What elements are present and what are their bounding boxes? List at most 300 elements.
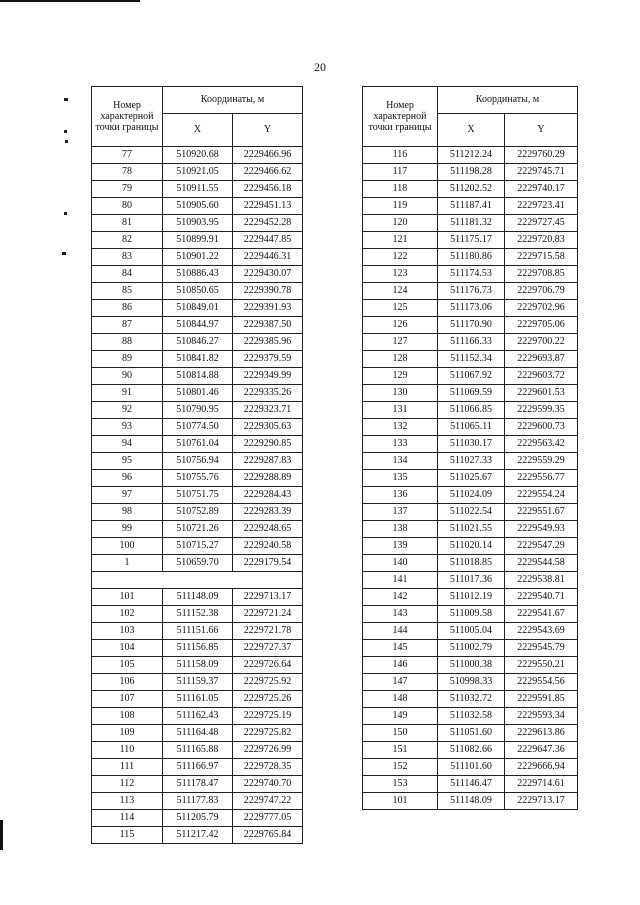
point-number-cell: 82 [92,232,163,249]
table-row [92,334,303,351]
table-row [363,538,578,555]
x-coordinate-cell: 511148.09 [163,589,233,606]
y-coordinate-cell: 2229551.67 [505,504,578,521]
y-coordinate-cell: 2229563.42 [505,436,578,453]
y-coordinate-cell: 2229600.73 [505,419,578,436]
coordinates-header: Координаты, м [438,87,578,114]
x-coordinate-cell: 511022.54 [438,504,505,521]
table-row [363,521,578,538]
table-row [363,300,578,317]
x-coordinate-cell: 511066.85 [438,402,505,419]
table-row [363,470,578,487]
x-coordinate-cell: 511161.05 [163,691,233,708]
y-coordinate-cell: 2229777.05 [233,810,303,827]
y-coordinate-cell: 2229745.71 [505,164,578,181]
x-coordinate-cell: 511032.72 [438,691,505,708]
point-number-cell: 103 [92,623,163,640]
y-coordinate-cell: 2229288.89 [233,470,303,487]
table-row [92,640,303,657]
y-coordinate-cell: 2229714.61 [505,776,578,793]
x-coordinate-cell: 510659.70 [163,555,233,572]
empty-separator-row [92,572,303,589]
y-header: Y [505,114,578,147]
x-coordinate-cell: 510755.76 [163,470,233,487]
table-row [363,776,578,793]
y-coordinate-cell: 2229693.87 [505,351,578,368]
x-coordinate-cell: 510850.65 [163,283,233,300]
point-number-cell: 135 [363,470,438,487]
point-number-cell: 125 [363,300,438,317]
x-coordinate-cell: 510899.91 [163,232,233,249]
margin-mark [62,252,66,255]
point-number-cell: 86 [92,300,163,317]
point-number-cell: 96 [92,470,163,487]
x-coordinate-cell: 510921.05 [163,164,233,181]
x-coordinate-cell: 511175.17 [438,232,505,249]
point-number-cell: 106 [92,674,163,691]
y-coordinate-cell: 2229430.07 [233,266,303,283]
y-coordinate-cell: 2229713.17 [505,793,578,810]
y-coordinate-cell: 2229379.59 [233,351,303,368]
x-coordinate-cell: 510790.95 [163,402,233,419]
y-coordinate-cell: 2229447.85 [233,232,303,249]
y-coordinate-cell: 2229456.18 [233,181,303,198]
x-coordinate-cell: 510844.97 [163,317,233,334]
y-coordinate-cell: 2229543.69 [505,623,578,640]
table-row [363,419,578,436]
y-coordinate-cell: 2229554.24 [505,487,578,504]
x-coordinate-cell: 511165.88 [163,742,233,759]
x-coordinate-cell: 511032.58 [438,708,505,725]
coordinates-table-right [362,86,578,810]
table-row [363,385,578,402]
point-number-cell: 128 [363,351,438,368]
x-coordinate-cell: 510774.50 [163,419,233,436]
y-coordinate-cell: 2229544.58 [505,555,578,572]
table-row [363,164,578,181]
table-row [92,776,303,793]
y-coordinate-cell: 2229390.78 [233,283,303,300]
x-coordinate-cell: 511205.79 [163,810,233,827]
margin-mark [65,140,68,143]
x-coordinate-cell: 510715.27 [163,538,233,555]
x-coordinate-cell: 511166.97 [163,759,233,776]
point-number-cell: 143 [363,606,438,623]
table-row [92,759,303,776]
table-row [363,368,578,385]
point-number-cell: 89 [92,351,163,368]
y-coordinate-cell: 2229554.56 [505,674,578,691]
x-coordinate-cell: 511020.14 [438,538,505,555]
scan-left-edge [0,820,3,850]
y-coordinate-cell: 2229765.84 [233,827,303,844]
y-coordinate-cell: 2229538.81 [505,572,578,589]
table-row [92,810,303,827]
y-coordinate-cell: 2229603.72 [505,368,578,385]
y-coordinate-cell: 2229248.65 [233,521,303,538]
point-number-cell: 104 [92,640,163,657]
point-number-cell: 148 [363,691,438,708]
x-coordinate-cell: 511148.09 [438,793,505,810]
point-number-cell: 129 [363,368,438,385]
x-coordinate-cell: 511174.53 [438,266,505,283]
y-coordinate-cell: 2229727.37 [233,640,303,657]
y-coordinate-cell: 2229593.34 [505,708,578,725]
point-number-cell: 121 [363,232,438,249]
x-coordinate-cell: 511027.33 [438,453,505,470]
y-coordinate-cell: 2229541.67 [505,606,578,623]
x-coordinate-cell: 511166.33 [438,334,505,351]
y-coordinate-cell: 2229599.35 [505,402,578,419]
y-coordinate-cell: 2229647.36 [505,742,578,759]
table-row [92,385,303,402]
table-row [92,368,303,385]
table-row [92,453,303,470]
x-coordinate-cell: 510721.26 [163,521,233,538]
table-row [363,640,578,657]
y-coordinate-cell: 2229601.53 [505,385,578,402]
y-coordinate-cell: 2229549.93 [505,521,578,538]
y-coordinate-cell: 2229550.21 [505,657,578,674]
x-coordinate-cell: 511021.55 [438,521,505,538]
x-coordinate-cell: 511051.60 [438,725,505,742]
table-row [92,623,303,640]
point-number-cell: 153 [363,776,438,793]
table-row [92,215,303,232]
table-row [363,606,578,623]
y-coordinate-cell: 2229547.29 [505,538,578,555]
table-row [92,742,303,759]
table-row [92,300,303,317]
y-coordinate-cell: 2229747.22 [233,793,303,810]
point-number-cell: 145 [363,640,438,657]
x-coordinate-cell: 511082.66 [438,742,505,759]
x-coordinate-cell: 511065.11 [438,419,505,436]
y-coordinate-cell: 2229451.13 [233,198,303,215]
y-coordinate-cell: 2229335.26 [233,385,303,402]
y-coordinate-cell: 2229713.17 [233,589,303,606]
point-number-cell: 112 [92,776,163,793]
y-coordinate-cell: 2229728.35 [233,759,303,776]
table-row [363,742,578,759]
x-coordinate-cell: 511173.06 [438,300,505,317]
x-coordinate-cell: 510751.75 [163,487,233,504]
table-row [92,436,303,453]
point-number-cell: 113 [92,793,163,810]
y-coordinate-cell: 2229726.99 [233,742,303,759]
point-number-cell: 136 [363,487,438,504]
empty-cell [92,572,303,589]
table-row [92,402,303,419]
y-coordinate-cell: 2229613.86 [505,725,578,742]
point-number-header: Номер характерной точки границы [363,87,438,147]
x-coordinate-cell: 510901.22 [163,249,233,266]
x-coordinate-cell: 510905.60 [163,198,233,215]
point-number-cell: 115 [92,827,163,844]
table-row [92,164,303,181]
y-coordinate-cell: 2229287.83 [233,453,303,470]
scan-top-line [0,0,140,2]
y-coordinate-cell: 2229740.70 [233,776,303,793]
x-coordinate-cell: 511151.66 [163,623,233,640]
point-number-cell: 85 [92,283,163,300]
table-row [363,504,578,521]
y-coordinate-cell: 2229559.29 [505,453,578,470]
y-coordinate-cell: 2229726.64 [233,657,303,674]
point-number-cell: 108 [92,708,163,725]
x-coordinate-cell: 511176.73 [438,283,505,300]
x-coordinate-cell: 510752.89 [163,504,233,521]
y-coordinate-cell: 2229727.45 [505,215,578,232]
x-coordinate-cell: 510998.33 [438,674,505,691]
point-number-cell: 80 [92,198,163,215]
table-row [92,249,303,266]
y-coordinate-cell: 2229385.96 [233,334,303,351]
x-header: X [438,114,505,147]
y-coordinate-cell: 2229725.92 [233,674,303,691]
table-row [92,419,303,436]
table-row [92,198,303,215]
table-row [363,793,578,810]
y-coordinate-cell: 2229725.26 [233,691,303,708]
table-row [363,572,578,589]
x-coordinate-cell: 510761.04 [163,436,233,453]
table-row [363,589,578,606]
table-row [92,606,303,623]
coordinates-header: Координаты, м [163,87,303,114]
table-row [363,555,578,572]
point-number-cell: 109 [92,725,163,742]
point-number-cell: 122 [363,249,438,266]
point-number-cell: 98 [92,504,163,521]
x-coordinate-cell: 511002.79 [438,640,505,657]
y-coordinate-cell: 2229284.43 [233,487,303,504]
point-number-cell: 138 [363,521,438,538]
y-header: Y [233,114,303,147]
point-number-cell: 78 [92,164,163,181]
y-coordinate-cell: 2229323.71 [233,402,303,419]
table-row [92,657,303,674]
x-coordinate-cell: 511017.36 [438,572,505,589]
table-row [363,249,578,266]
table-row [363,351,578,368]
y-coordinate-cell: 2229452.28 [233,215,303,232]
table-row [92,470,303,487]
point-number-cell: 83 [92,249,163,266]
table-row [363,232,578,249]
table-row [363,623,578,640]
table-row [92,538,303,555]
point-number-cell: 120 [363,215,438,232]
y-coordinate-cell: 2229240.58 [233,538,303,555]
table-row [92,589,303,606]
point-number-cell: 118 [363,181,438,198]
table-row [363,402,578,419]
point-number-cell: 1 [92,555,163,572]
x-coordinate-cell: 511000.38 [438,657,505,674]
point-number-cell: 149 [363,708,438,725]
x-coordinate-cell: 511152.38 [163,606,233,623]
point-number-cell: 101 [363,793,438,810]
point-number-cell: 141 [363,572,438,589]
point-number-cell: 134 [363,453,438,470]
x-coordinate-cell: 511146.47 [438,776,505,793]
point-number-cell: 97 [92,487,163,504]
point-number-cell: 94 [92,436,163,453]
x-coordinate-cell: 511178.47 [163,776,233,793]
y-coordinate-cell: 2229387.50 [233,317,303,334]
table-row [92,793,303,810]
point-number-cell: 119 [363,198,438,215]
x-coordinate-cell: 511025.67 [438,470,505,487]
x-coordinate-cell: 510846.27 [163,334,233,351]
point-number-cell: 132 [363,419,438,436]
point-number-cell: 87 [92,317,163,334]
x-coordinate-cell: 511030.17 [438,436,505,453]
point-number-cell: 114 [92,810,163,827]
x-coordinate-cell: 511018.85 [438,555,505,572]
table-row [92,521,303,538]
x-coordinate-cell: 511217.42 [163,827,233,844]
x-coordinate-cell: 510886.43 [163,266,233,283]
point-number-cell: 131 [363,402,438,419]
point-number-cell: 91 [92,385,163,402]
table-row [92,266,303,283]
y-coordinate-cell: 2229349.99 [233,368,303,385]
table-row [363,198,578,215]
y-coordinate-cell: 2229305.63 [233,419,303,436]
x-coordinate-cell: 511152.34 [438,351,505,368]
y-coordinate-cell: 2229283.39 [233,504,303,521]
point-number-cell: 110 [92,742,163,759]
x-coordinate-cell: 510920.68 [163,147,233,164]
table-row [92,708,303,725]
x-coordinate-cell: 511024.09 [438,487,505,504]
y-coordinate-cell: 2229715.58 [505,249,578,266]
point-number-cell: 102 [92,606,163,623]
y-coordinate-cell: 2229708.85 [505,266,578,283]
point-number-cell: 144 [363,623,438,640]
y-coordinate-cell: 2229446.31 [233,249,303,266]
margin-mark [64,212,67,215]
table-row [92,691,303,708]
table-row [92,504,303,521]
point-number-cell: 81 [92,215,163,232]
x-coordinate-cell: 511005.04 [438,623,505,640]
x-coordinate-cell: 511202.52 [438,181,505,198]
point-number-cell: 150 [363,725,438,742]
table-row [363,487,578,504]
point-number-cell: 139 [363,538,438,555]
point-number-cell: 142 [363,589,438,606]
y-coordinate-cell: 2229666.94 [505,759,578,776]
table-row [363,759,578,776]
x-coordinate-cell: 511180.86 [438,249,505,266]
point-number-cell: 147 [363,674,438,691]
x-coordinate-cell: 510814.88 [163,368,233,385]
point-number-cell: 126 [363,317,438,334]
table-row [363,317,578,334]
table-row [92,147,303,164]
point-number-cell: 146 [363,657,438,674]
point-number-cell: 93 [92,419,163,436]
table-row [92,555,303,572]
point-number-cell: 100 [92,538,163,555]
y-coordinate-cell: 2229740.17 [505,181,578,198]
point-number-cell: 116 [363,147,438,164]
x-coordinate-cell: 511009.58 [438,606,505,623]
y-coordinate-cell: 2229466.96 [233,147,303,164]
table-row [92,181,303,198]
y-coordinate-cell: 2229391.93 [233,300,303,317]
x-coordinate-cell: 511170.90 [438,317,505,334]
point-number-cell: 107 [92,691,163,708]
y-coordinate-cell: 2229556.77 [505,470,578,487]
x-coordinate-cell: 511181.32 [438,215,505,232]
y-coordinate-cell: 2229723.41 [505,198,578,215]
point-number-cell: 88 [92,334,163,351]
point-number-header: Номер характерной точки границы [92,87,163,147]
table-row [92,232,303,249]
table-row [92,674,303,691]
point-number-cell: 99 [92,521,163,538]
table-row [92,317,303,334]
table-row [363,181,578,198]
table-row [363,215,578,232]
y-coordinate-cell: 2229721.78 [233,623,303,640]
y-coordinate-cell: 2229466.62 [233,164,303,181]
y-coordinate-cell: 2229721.24 [233,606,303,623]
y-coordinate-cell: 2229760.29 [505,147,578,164]
x-coordinate-cell: 511156.85 [163,640,233,657]
coordinates-table-left [91,86,303,844]
table-row [363,691,578,708]
x-coordinate-cell: 511101.60 [438,759,505,776]
x-coordinate-cell: 511069.59 [438,385,505,402]
table-row [92,351,303,368]
point-number-cell: 130 [363,385,438,402]
x-coordinate-cell: 510801.46 [163,385,233,402]
y-coordinate-cell: 2229706.79 [505,283,578,300]
x-coordinate-cell: 511177.83 [163,793,233,810]
point-number-cell: 137 [363,504,438,521]
table-row [363,657,578,674]
x-coordinate-cell: 510903.95 [163,215,233,232]
x-coordinate-cell: 511164.48 [163,725,233,742]
table-row [363,334,578,351]
table-row [363,725,578,742]
point-number-cell: 152 [363,759,438,776]
point-number-cell: 90 [92,368,163,385]
margin-mark [64,130,67,133]
y-coordinate-cell: 2229720.83 [505,232,578,249]
x-coordinate-cell: 511162.43 [163,708,233,725]
point-number-cell: 127 [363,334,438,351]
x-coordinate-cell: 510849.01 [163,300,233,317]
x-coordinate-cell: 511012.19 [438,589,505,606]
y-coordinate-cell: 2229725.82 [233,725,303,742]
table-row [363,453,578,470]
point-number-cell: 133 [363,436,438,453]
point-number-cell: 151 [363,742,438,759]
x-header: X [163,114,233,147]
table-row [363,147,578,164]
point-number-cell: 95 [92,453,163,470]
y-coordinate-cell: 2229702.96 [505,300,578,317]
y-coordinate-cell: 2229725.19 [233,708,303,725]
y-coordinate-cell: 2229179.54 [233,555,303,572]
x-coordinate-cell: 511212.24 [438,147,505,164]
